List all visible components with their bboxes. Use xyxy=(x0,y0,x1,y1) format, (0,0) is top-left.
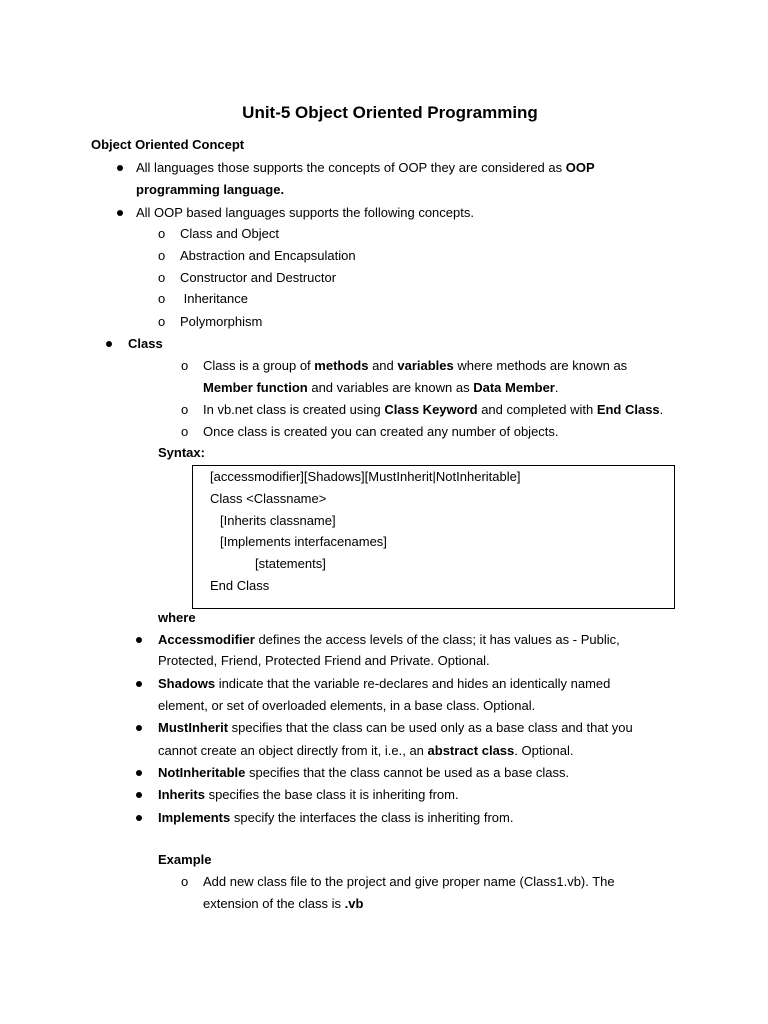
concept-item: Constructor and Destructor xyxy=(180,270,337,285)
text-run: specifies that the class can be used only as a base class and that you xyxy=(228,720,633,735)
term: Implements xyxy=(158,810,231,825)
term: Accessmodifier xyxy=(158,632,255,647)
concept-item: Abstraction and Encapsulation xyxy=(180,248,356,263)
intro-bullet-1 xyxy=(136,159,595,177)
syntax-line: End Class xyxy=(210,578,270,593)
intro-bullet-1-text: All languages those supports the concepts of OOP they are considered as xyxy=(136,160,566,175)
where-label: where xyxy=(158,610,196,625)
term: Shadows xyxy=(158,676,216,691)
circle-bullet-icon: o xyxy=(181,874,189,889)
example-point-line2 xyxy=(203,895,363,913)
section-heading: Object Oriented Concept xyxy=(91,137,245,152)
text-run: and xyxy=(368,358,398,373)
circle-bullet-icon: o xyxy=(158,291,166,306)
bullet-dot-icon xyxy=(136,770,142,776)
term: Inherits xyxy=(158,787,205,802)
intro-bullet-2: All OOP based languages supports the following concepts. xyxy=(136,205,474,220)
bullet-dot-icon xyxy=(136,637,142,643)
text-run: cannot create an object directly from it, i.e., an xyxy=(158,743,428,758)
class-heading: Class xyxy=(128,336,163,351)
example-point: Add new class file to the project and give proper name (Class1.vb). The xyxy=(203,874,615,889)
syntax-box xyxy=(192,465,675,609)
text-run: where methods are known as xyxy=(453,358,628,373)
class-point-1-line2 xyxy=(203,379,558,397)
bold-run: methods xyxy=(314,358,369,373)
class-point-1 xyxy=(203,357,627,375)
bullet-dot-icon xyxy=(117,210,123,216)
text-run: . Optional. xyxy=(514,743,574,758)
bold-run: Class Keyword xyxy=(384,402,478,417)
where-item-shadows xyxy=(158,675,610,693)
page-title: Unit-5 Object Oriented Programming xyxy=(242,103,538,122)
example-heading: Example xyxy=(158,852,212,867)
where-item-inherits xyxy=(158,786,459,804)
syntax-line: [Implements interfacenames] xyxy=(220,534,387,549)
text-run: specify the interfaces the class is inheriting from. xyxy=(230,810,514,825)
circle-bullet-icon: o xyxy=(181,402,189,417)
bullet-dot-icon xyxy=(136,792,142,798)
bullet-dot-icon xyxy=(117,165,123,171)
text-run: indicate that the variable re-declares and hides an identically named xyxy=(215,676,611,691)
text-run: specifies that the class cannot be used as a base class. xyxy=(245,765,570,780)
syntax-line: [Inherits classname] xyxy=(220,513,336,528)
circle-bullet-icon: o xyxy=(158,226,166,241)
intro-bullet-1-bold: OOP xyxy=(565,160,595,175)
term: NotInheritable xyxy=(158,765,246,780)
text-run: . xyxy=(554,380,559,395)
text-run: specifies the base class it is inheriting from. xyxy=(204,787,459,802)
term: MustInherit xyxy=(158,720,229,735)
circle-bullet-icon: o xyxy=(158,314,166,329)
concept-item: Polymorphism xyxy=(180,314,263,329)
text-run: . xyxy=(659,402,664,417)
bold-run: .vb xyxy=(344,896,364,911)
bold-run: Data Member xyxy=(473,380,555,395)
where-item-line2 xyxy=(158,742,574,760)
where-item-accessmodifier xyxy=(158,631,620,649)
circle-bullet-icon: o xyxy=(181,358,189,373)
where-item-mustinherit xyxy=(158,719,633,737)
syntax-line: Class <Classname> xyxy=(210,491,327,506)
concept-item: Inheritance xyxy=(180,291,248,306)
bullet-dot-icon xyxy=(106,341,112,347)
syntax-line: [statements] xyxy=(255,556,326,571)
where-item-line2: element, or set of overloaded elements, in a base class. Optional. xyxy=(158,698,536,713)
text-run: extension of the class is xyxy=(203,896,345,911)
bold-run: Member function xyxy=(203,380,308,395)
text-run: defines the access levels of the class; it has values as - Public, xyxy=(254,632,620,647)
concept-item: Class and Object xyxy=(180,226,279,241)
where-item-line2: Protected, Friend, Protected Friend and Private. Optional. xyxy=(158,653,490,668)
circle-bullet-icon: o xyxy=(158,248,166,263)
text-run: and variables are known as xyxy=(307,380,474,395)
text-run: In vb.net class is created using xyxy=(203,402,385,417)
class-point-2 xyxy=(203,401,663,419)
circle-bullet-icon: o xyxy=(181,424,189,439)
bold-run: End Class xyxy=(596,402,660,417)
syntax-line: [accessmodifier][Shadows][MustInherit|NotInheritable] xyxy=(210,469,521,484)
bullet-dot-icon xyxy=(136,681,142,687)
bold-run: abstract class xyxy=(427,743,515,758)
where-item-implements xyxy=(158,809,513,827)
circle-bullet-icon: o xyxy=(158,270,166,285)
text-run: and completed with xyxy=(477,402,597,417)
syntax-label: Syntax: xyxy=(158,445,205,460)
text-run: Class is a group of xyxy=(203,358,315,373)
bold-run: variables xyxy=(397,358,454,373)
intro-bullet-1-line2: programming language. xyxy=(136,182,285,197)
where-item-notinheritable xyxy=(158,764,569,782)
bullet-dot-icon xyxy=(136,815,142,821)
class-point-3: Once class is created you can created any number of objects. xyxy=(203,424,559,439)
bullet-dot-icon xyxy=(136,725,142,731)
